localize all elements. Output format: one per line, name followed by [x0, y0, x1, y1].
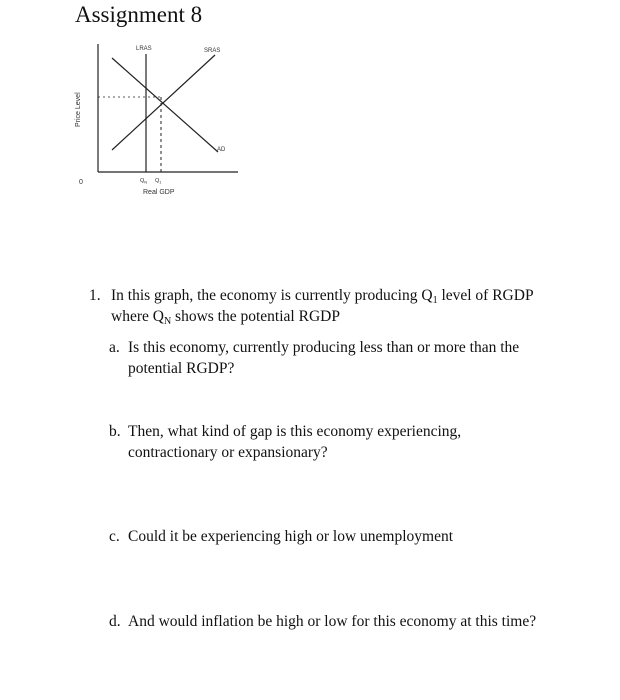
subquestion-letter: b.: [109, 423, 121, 440]
subquestion-letter: c.: [109, 528, 120, 545]
page-title: Assignment 8: [75, 2, 203, 27]
tick-q1-subscript: 1: [159, 179, 162, 185]
svg-text:Q1: [155, 178, 162, 185]
subquestion-d: [109, 611, 559, 632]
y-axis-label: Price Level: [75, 92, 82, 127]
subquestion-letter: a.: [109, 339, 120, 356]
ad-line: [112, 58, 218, 152]
subquestion-text: Is this economy, currently producing less than or more than the potential RGDP?: [128, 339, 520, 377]
question-1: [89, 285, 559, 327]
tick-qn-label: Q: [140, 178, 145, 184]
subquestion-text: Could it be experiencing high or low unemployment: [128, 528, 454, 545]
question-number: 1.: [89, 287, 101, 304]
question-text: [111, 285, 559, 327]
tick-q1-label: Q: [155, 178, 160, 184]
question-text-part1: In this graph, the economy is currently producing Q: [111, 287, 433, 304]
subquestion-b: [109, 421, 539, 463]
qn-subscript: N: [163, 316, 172, 327]
subquestion-text: And would inflation be high or low for this economy at this time?: [128, 613, 537, 630]
question-text-part2: level of RGDP where Q: [111, 287, 533, 325]
subquestion-letter: d.: [109, 613, 121, 630]
subquestion-a: [109, 337, 549, 379]
svg-text:QN: [140, 178, 147, 185]
origin-label: 0: [79, 179, 83, 186]
subquestion-c: [109, 526, 569, 547]
subquestion-text: Then, what kind of gap is this economy experiencing, contractionary or expansionary?: [128, 423, 462, 461]
ad-label: AD: [217, 147, 226, 153]
question-text-part3: shows the potential RGDP: [171, 308, 340, 325]
q1-subscript: 1: [432, 295, 438, 306]
lras-label: LRAS: [136, 46, 152, 52]
x-axis-label: Real GDP: [143, 189, 175, 196]
sras-label: SRAS: [204, 48, 221, 54]
tick-qn-subscript: N: [144, 179, 148, 185]
